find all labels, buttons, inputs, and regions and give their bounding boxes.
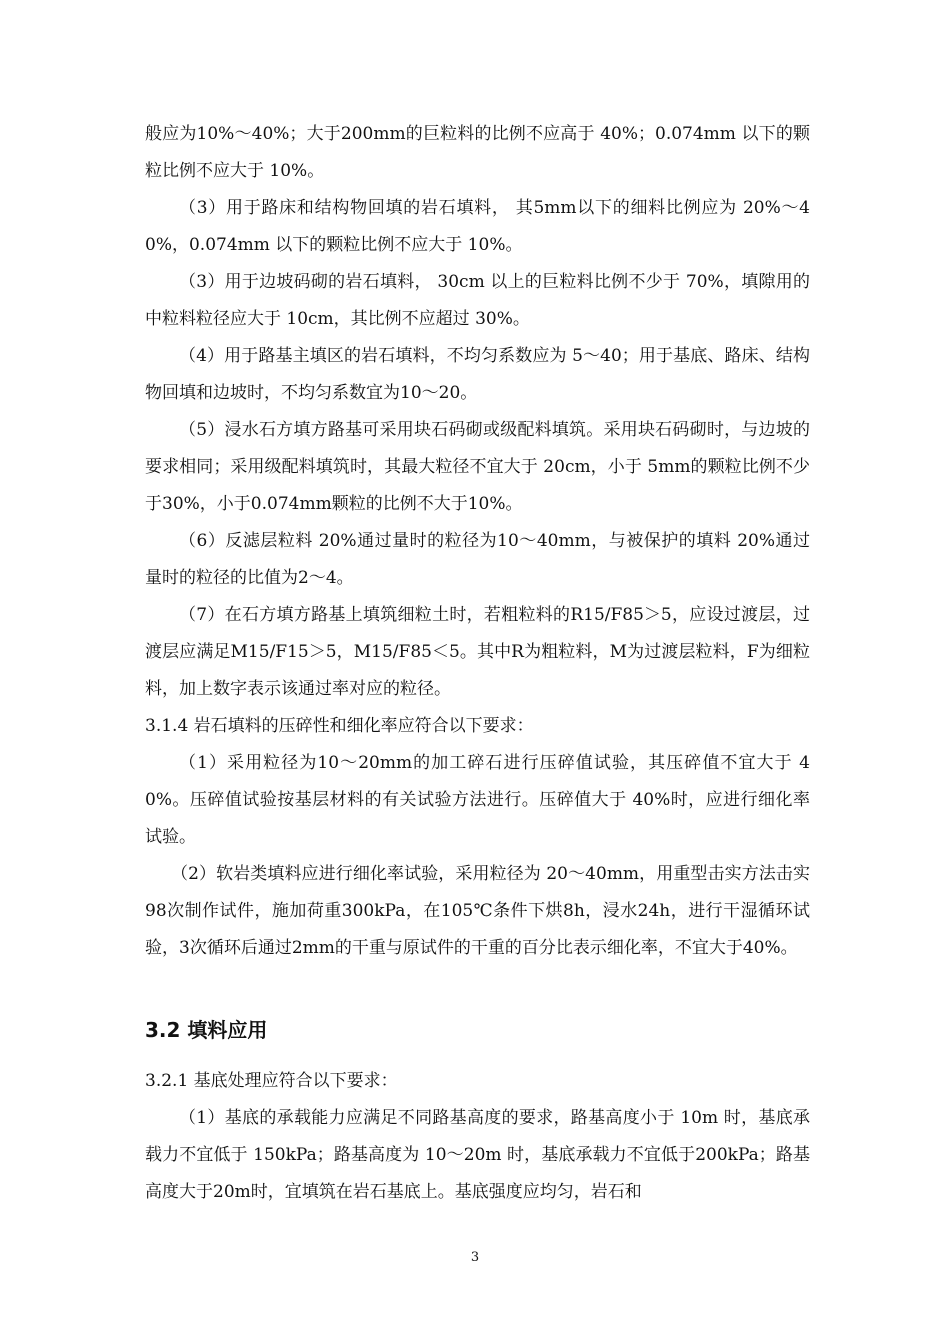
- page-number: 3: [470, 1250, 480, 1265]
- paragraph-item-3-slope-masonry: （3）用于边坡码砌的岩石填料， 30cm 以上的巨粒料比例不少于 70%，填隙用的中粒料粒径应大于 10cm，其比例不应超过 30%。: [145, 272, 810, 329]
- paragraph-item-6-filter-layer: （6）反滤层粒料 20%通过量时的粒径为10～40mm，与被保护的填料 20%通过量时的粒径的比值为2～4。: [145, 531, 810, 588]
- paragraph-crushing-test: （1）采用粒径为10～20mm的加工碎石进行压碎值试验，其压碎值不宜大于 40%。压碎值试验按基层材料的有关试验方法进行。压碎值大于 40%时，应进行细化率试验。: [145, 753, 810, 847]
- paragraph-item-7-transition-layer: （7）在石方填方路基上填筑细粒土时，若粗粒料的R15/F85＞5，应设过渡层，过渡层应满足M15/F15＞5，M15/F85＜5。其中R为粗粒料，M为过渡层粒料，F为细粒料，加上数字表示该通过率对应的粒径。: [145, 605, 810, 699]
- clause-3-1-4: 3.1.4 岩石填料的压碎性和细化率应符合以下要求：: [145, 716, 534, 736]
- paragraph-foundation-bearing: （1）基底的承载能力应满足不同路基高度的要求，路基高度小于 10m 时，基底承载力不宜低于 150kPa；路基高度为 10～20m 时，基底承载力不宜低于200kPa；路基高度大于20m时，宜填筑在岩石基底上。基底强度应均匀，岩石和: [145, 1108, 810, 1202]
- paragraph-item-5-soaked-fill: （5）浸水石方填方路基可采用块石码砌或级配料填筑。采用块石码砌时，与边坡的要求相同；采用级配料填筑时，其最大粒径不宜大于 20cm，小于 5mm的颗粒比例不少于30%，小于0.074mm颗粒的比例不大于10%。: [145, 420, 810, 514]
- paragraph-gradation-continued: 般应为10%～40%；大于200mm的巨粒料的比例不应高于 40%；0.074mm 以下的颗粒比例不应大于 10%。: [145, 124, 810, 181]
- paragraph-item-4-uniformity: （4）用于路基主填区的岩石填料，不均匀系数应为 5～40；用于基底、路床、结构物回填和边坡时，不均匀系数宜为10～20。: [145, 346, 810, 403]
- paragraph-refinement-test: （2）软岩类填料应进行细化率试验，采用粒径为 20～40mm，用重型击实方法击实98次制作试件，施加荷重300kPa，在105℃条件下烘8h，浸水24h，进行干湿循环试验，3次循环后通过2mm的干重与原试件的干重的百分比表示细化率，不宜大于40%。: [145, 864, 810, 958]
- paragraph-item-3-subgrade-backfill: （3）用于路床和结构物回填的岩石填料， 其5mm以下的细料比例应为 20%～40%，0.074mm 以下的颗粒比例不应大于 10%。: [145, 198, 810, 255]
- clause-3-2-1: 3.2.1 基底处理应符合以下要求：: [145, 1071, 398, 1091]
- section-heading-3-2: 3.2 填料应用: [145, 1018, 268, 1042]
